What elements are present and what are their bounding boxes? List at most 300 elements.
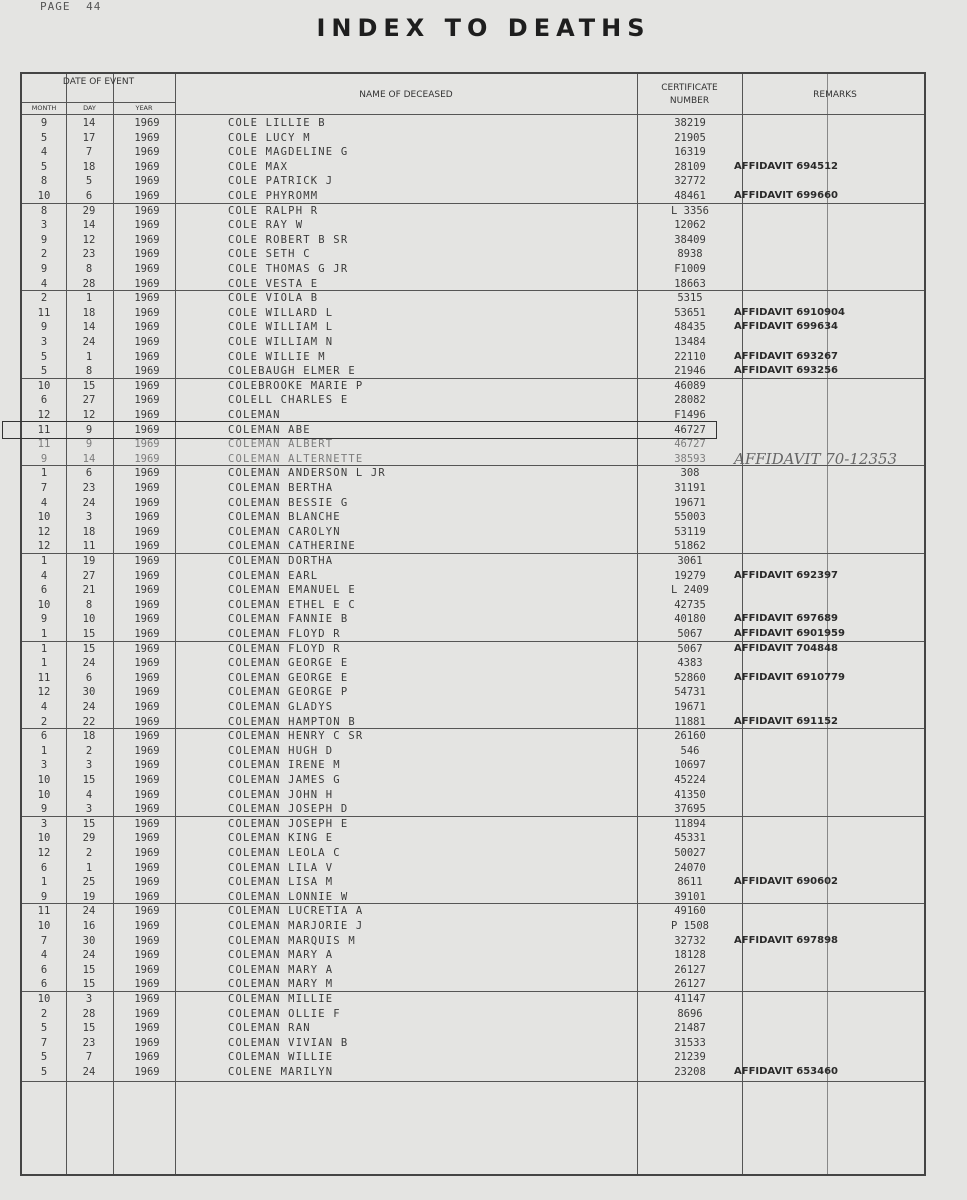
table-row [22, 277, 924, 292]
day-cell: 24 [82, 701, 96, 713]
certificate-cell: 32772 [674, 175, 706, 188]
certificate-cell: 40180 [674, 613, 706, 626]
name-cell: COLEMAN BERTHA [228, 482, 334, 494]
day-cell: 23 [82, 482, 96, 494]
name-cell: COLE THOMAS G JR [228, 263, 349, 275]
certificate-cell: 13484 [674, 336, 706, 348]
name-cell: COLEMAN LISA M [228, 876, 334, 889]
day-cell: 24 [82, 336, 96, 348]
day-cell: 21 [82, 584, 96, 597]
table-row [22, 335, 924, 350]
certificate-cell: 28109 [674, 160, 706, 173]
name-cell: COLEMAN LONNIE W [228, 890, 349, 903]
year-cell: 1969 [134, 365, 160, 378]
day-cell: 6 [85, 190, 93, 202]
year-cell: 1969 [134, 1066, 160, 1078]
year-cell: 1969 [134, 963, 160, 976]
month-cell: 1 [40, 876, 48, 889]
year-cell: 1969 [134, 496, 160, 509]
remarks-cell: AFFIDAVIT 693256 [734, 365, 838, 377]
certificate-cell: 19671 [674, 496, 706, 509]
month-cell: 7 [40, 482, 48, 494]
certificate-cell: 24070 [674, 861, 706, 874]
day-cell: 10 [82, 613, 96, 626]
day-cell: 18 [82, 160, 96, 173]
table-row [22, 1021, 924, 1036]
month-cell: 1 [40, 555, 48, 567]
name-cell: COLE ROBERT B SR [228, 233, 349, 246]
month-cell: 1 [40, 744, 48, 757]
certificate-cell: 5067 [677, 642, 703, 655]
name-cell: COLEMAN ALTERNETTE [228, 452, 364, 465]
year-cell: 1969 [134, 379, 160, 392]
month-cell: 7 [40, 934, 48, 947]
year-cell: 1969 [134, 584, 160, 597]
name-cell: COLE WILLIAM L [228, 321, 334, 334]
day-cell: 15 [82, 379, 96, 392]
name-cell: COLEMAN MILLIE [228, 993, 334, 1005]
year-cell: 1969 [134, 686, 160, 699]
table-row [22, 496, 924, 511]
certificate-cell: 19279 [674, 569, 706, 582]
month-cell: 6 [40, 978, 48, 991]
year-cell: 1969 [134, 774, 160, 786]
name-cell: COLE LILLIE B [228, 117, 326, 129]
month-cell: 11 [37, 306, 51, 319]
table-row [22, 510, 924, 525]
day-cell: 5 [85, 175, 93, 188]
name-cell: COLEMAN FANNIE B [228, 613, 349, 626]
name-cell: COLELL CHARLES E [228, 394, 349, 407]
certificate-cell: 48435 [674, 321, 706, 334]
day-cell: 24 [82, 905, 96, 918]
year-cell: 1969 [134, 876, 160, 889]
certificate-cell: 46727 [674, 423, 706, 436]
day-cell: 28 [82, 277, 96, 290]
year-cell: 1969 [134, 482, 160, 494]
year-cell: 1969 [134, 321, 160, 334]
month-cell: 11 [37, 905, 51, 918]
month-cell: 9 [40, 321, 48, 334]
page-header [40, 0, 109, 13]
year-cell: 1969 [134, 438, 160, 451]
month-cell: 9 [40, 452, 48, 465]
day-cell: 6 [85, 467, 93, 480]
year-cell: 1969 [134, 832, 160, 845]
month-cell: 9 [40, 890, 48, 903]
certificate-cell: 38593 [674, 452, 706, 465]
name-cell: COLEMAN ANDERSON L JR [228, 467, 386, 480]
year-cell: 1969 [134, 744, 160, 757]
table-row [22, 160, 924, 175]
table-row [22, 758, 924, 773]
day-cell: 24 [82, 1066, 96, 1078]
day-cell: 14 [82, 452, 96, 465]
remarks-cell: AFFIDAVIT 697689 [734, 613, 838, 625]
day-cell: 12 [82, 409, 96, 421]
certificate-cell: L 3356 [671, 204, 709, 217]
index-table [20, 72, 926, 1176]
year-cell: 1969 [134, 671, 160, 684]
name-cell: COLEMAN JOSEPH D [228, 803, 349, 816]
day-cell: 12 [82, 233, 96, 246]
name-header: NAME OF DECEASED [359, 90, 453, 100]
day-cell: 1 [85, 292, 93, 305]
day-cell: 24 [82, 496, 96, 509]
certificate-cell: 55003 [674, 511, 706, 524]
year-cell: 1969 [134, 1007, 160, 1020]
name-cell: COLEMAN WILLIE [228, 1051, 334, 1064]
table-row [22, 744, 924, 759]
certificate-cell: 4383 [677, 657, 703, 670]
certificate-cell: P 1508 [671, 920, 709, 932]
remarks-cell: AFFIDAVIT 692397 [734, 569, 838, 581]
year-cell: 1969 [134, 394, 160, 407]
month-cell: 12 [37, 409, 51, 421]
certificate-cell: 308 [680, 467, 700, 480]
day-cell: 6 [85, 671, 93, 684]
remarks-cell: AFFIDAVIT 653460 [734, 1066, 838, 1077]
certificate-cell: 11894 [674, 817, 706, 830]
day-cell: 18 [82, 730, 96, 743]
table-row [22, 189, 924, 204]
month-cell: 5 [40, 160, 48, 173]
table-row [22, 1065, 924, 1080]
month-cell: 10 [37, 993, 51, 1005]
table-row [22, 656, 924, 671]
name-cell: COLEMAN FLOYD R [228, 642, 341, 655]
year-cell: 1969 [134, 788, 160, 801]
table-row [22, 583, 924, 598]
table-row [22, 598, 924, 613]
day-cell: 14 [82, 219, 96, 232]
certificate-cell: 38219 [674, 117, 706, 129]
day-cell: 8 [85, 365, 93, 378]
name-cell: COLE RAY W [228, 219, 304, 232]
remarks-cell: AFFIDAVIT 6901959 [734, 628, 845, 639]
certificate-cell: 53119 [674, 525, 706, 538]
month-cell: 10 [37, 920, 51, 932]
year-cell: 1969 [134, 847, 160, 859]
name-cell: COLEMAN MARQUIS M [228, 934, 356, 947]
month-cell: 8 [40, 175, 48, 188]
table-row [22, 627, 924, 642]
year-cell: 1969 [134, 861, 160, 874]
year-cell: 1969 [134, 555, 160, 567]
name-cell: COLEBAUGH ELMER E [228, 365, 356, 378]
year-cell: 1969 [134, 934, 160, 947]
year-cell: 1969 [134, 642, 160, 655]
name-cell: COLE SETH C [228, 248, 311, 261]
name-cell: COLEMAN MARY A [228, 949, 334, 962]
month-cell: 4 [40, 569, 48, 582]
name-cell: COLE PHYROMM [228, 190, 319, 202]
year-cell: 1969 [134, 263, 160, 275]
month-cell: 12 [37, 525, 51, 538]
year-cell: 1969 [134, 613, 160, 626]
day-cell: 15 [82, 1022, 96, 1035]
name-cell: COLEMAN ALBERT [228, 438, 334, 451]
remarks-header: REMARKS [813, 90, 857, 100]
day-cell: 15 [82, 774, 96, 786]
day-cell: 24 [82, 949, 96, 962]
date-of-event-header: DATE OF EVENT [62, 77, 135, 87]
day-cell: 19 [82, 890, 96, 903]
month-cell: 1 [40, 628, 48, 640]
name-cell: COLEMAN ABE [228, 423, 311, 436]
name-cell: COLEMAN EARL [228, 569, 319, 582]
certificate-cell: 22110 [674, 350, 706, 363]
day-cell: 29 [82, 204, 96, 217]
certificate-cell: 53651 [674, 306, 706, 319]
year-cell: 1969 [134, 233, 160, 246]
table-row [22, 642, 924, 657]
year-cell: 1969 [134, 204, 160, 217]
table-row [22, 919, 924, 934]
name-cell: COLEMAN FLOYD R [228, 628, 341, 640]
month-cell: 3 [40, 817, 48, 830]
table-row [22, 700, 924, 715]
year-cell: 1969 [134, 452, 160, 465]
name-cell: COLE MAGDELINE G [228, 146, 349, 159]
certificate-cell: 3061 [677, 555, 703, 567]
table-row [22, 846, 924, 861]
name-cell: COLEMAN BESSIE G [228, 496, 349, 509]
table-row [22, 262, 924, 277]
day-cell: 3 [85, 803, 93, 816]
name-cell: COLEMAN HAMPTON B [228, 715, 356, 728]
year-cell: 1969 [134, 978, 160, 991]
name-cell: COLEMAN KING E [228, 832, 334, 845]
year-cell: 1969 [134, 350, 160, 363]
name-cell: COLEMAN GEORGE P [228, 686, 349, 699]
certificate-cell: 46727 [674, 438, 706, 451]
month-cell: 10 [37, 774, 51, 786]
name-cell: COLE WILLIAM N [228, 336, 334, 348]
day-cell: 15 [82, 963, 96, 976]
remarks-cell: AFFIDAVIT 699660 [734, 190, 838, 201]
day-cell: 1 [85, 350, 93, 363]
year-cell: 1969 [134, 248, 160, 261]
year-cell: 1969 [134, 890, 160, 903]
year-cell: 1969 [134, 1022, 160, 1035]
year-cell: 1969 [134, 803, 160, 816]
name-cell: COLEMAN LUCRETIA A [228, 905, 364, 918]
year-cell: 1969 [134, 117, 160, 129]
table-row [22, 802, 924, 817]
certificate-cell: 52860 [674, 671, 706, 684]
day-cell: 22 [82, 715, 96, 728]
table-row [22, 569, 924, 584]
year-cell: 1969 [134, 1036, 160, 1049]
year-cell: 1969 [134, 467, 160, 480]
month-cell: 6 [40, 861, 48, 874]
day-cell: 27 [82, 569, 96, 582]
year-cell: 1969 [134, 336, 160, 348]
day-cell: 30 [82, 686, 96, 699]
name-cell: COLEMAN IRENE M [228, 759, 341, 772]
table-row [22, 247, 924, 262]
month-cell: 12 [37, 540, 51, 553]
year-cell: 1969 [134, 511, 160, 524]
certificate-cell: 48461 [674, 190, 706, 202]
name-cell: COLEMAN GLADYS [228, 701, 334, 713]
day-cell: 4 [85, 788, 93, 801]
name-cell: COLEMAN OLLIE F [228, 1007, 341, 1020]
certificate-cell: 50027 [674, 847, 706, 859]
month-cell: 10 [37, 190, 51, 202]
name-cell: COLEMAN JOHN H [228, 788, 334, 801]
certificate-cell: 41147 [674, 993, 706, 1005]
name-cell: COLE VIOLA B [228, 292, 319, 305]
name-cell: COLEMAN VIVIAN B [228, 1036, 349, 1049]
month-cell: 6 [40, 963, 48, 976]
name-cell: COLEMAN GEORGE E [228, 657, 349, 670]
table-row [22, 233, 924, 248]
table-row [22, 116, 924, 131]
day-cell: 28 [82, 1007, 96, 1020]
table-row [22, 481, 924, 496]
day-cell: 19 [82, 555, 96, 567]
month-cell: 9 [40, 263, 48, 275]
year-cell: 1969 [134, 306, 160, 319]
remarks-cell: AFFIDAVIT 6910779 [734, 671, 845, 683]
day-cell: 29 [82, 832, 96, 845]
remarks-cell: AFFIDAVIT 691152 [734, 715, 838, 727]
day-cell: 25 [82, 876, 96, 889]
month-cell: 5 [40, 1066, 48, 1078]
name-cell: COLEMAN EMANUEL E [228, 584, 356, 597]
month-cell: 9 [40, 803, 48, 816]
table-row [22, 977, 924, 992]
certificate-cell: 38409 [674, 233, 706, 246]
table-row [22, 671, 924, 686]
name-cell: COLEMAN DORTHA [228, 555, 334, 567]
certificate-cell: 546 [680, 744, 700, 757]
table-row [22, 174, 924, 189]
certificate-cell: F1009 [674, 263, 706, 275]
year-cell: 1969 [134, 1051, 160, 1064]
table-row [22, 291, 924, 306]
certificate-cell: 26127 [674, 978, 706, 991]
month-cell: 5 [40, 131, 48, 144]
certificate-cell: 39101 [674, 890, 706, 903]
month-cell: 10 [37, 379, 51, 392]
certificate-cell: 10697 [674, 759, 706, 772]
name-cell: COLEMAN RAN [228, 1022, 311, 1035]
year-cell: 1969 [134, 949, 160, 962]
name-cell: COLE WILLIE M [228, 350, 326, 363]
table-row [22, 861, 924, 876]
certificate-cell: 16319 [674, 146, 706, 159]
month-cell: 11 [37, 423, 51, 436]
certificate-cell: 19671 [674, 701, 706, 713]
table-row [22, 131, 924, 146]
table-row [22, 364, 924, 379]
year-cell: 1969 [134, 423, 160, 436]
table-row [22, 963, 924, 978]
table-row [22, 1007, 924, 1022]
table-row [22, 612, 924, 627]
year-cell: 1969 [134, 525, 160, 538]
table-row [22, 817, 924, 832]
certificate-cell: 28082 [674, 394, 706, 407]
table-row [22, 773, 924, 788]
month-cell: 12 [37, 686, 51, 699]
day-cell: 18 [82, 306, 96, 319]
month-cell: 4 [40, 146, 48, 159]
table-row [22, 204, 924, 219]
certificate-cell: 26127 [674, 963, 706, 976]
name-cell: COLEMAN MARY M [228, 978, 334, 991]
day-cell: 27 [82, 394, 96, 407]
certificate-cell: 21905 [674, 131, 706, 144]
page-label: PAGE [40, 0, 71, 13]
table-row [22, 948, 924, 963]
certificate-cell: 42735 [674, 598, 706, 611]
day-cell: 3 [85, 993, 93, 1005]
table-row [22, 729, 924, 744]
table-row [22, 554, 924, 569]
name-cell: COLE WILLARD L [228, 306, 334, 319]
name-cell: COLE PATRICK J [228, 175, 334, 188]
certificate-cell: 45224 [674, 774, 706, 786]
month-cell: 5 [40, 350, 48, 363]
day-cell: 15 [82, 978, 96, 991]
day-cell: 24 [82, 657, 96, 670]
certificate-cell: 18663 [674, 277, 706, 290]
table-end-divider [22, 1081, 924, 1082]
name-cell: COLEMAN HUGH D [228, 744, 334, 757]
name-cell: COLEMAN CAROLYN [228, 525, 341, 538]
certificate-cell: 12062 [674, 219, 706, 232]
certificate-cell: 23208 [674, 1066, 706, 1078]
year-cell: 1969 [134, 657, 160, 670]
month-cell: 4 [40, 277, 48, 290]
certificate-cell: 18128 [674, 949, 706, 962]
month-cell: 12 [37, 847, 51, 859]
year-cell: 1969 [134, 540, 160, 553]
month-cell: 9 [40, 117, 48, 129]
table-row [22, 1050, 924, 1065]
table-row [22, 145, 924, 160]
month-cell: 5 [40, 365, 48, 378]
name-cell: COLEMAN LEOLA C [228, 847, 341, 859]
month-cell: 10 [37, 788, 51, 801]
page-number: 44 [86, 0, 102, 13]
day-cell: 8 [85, 598, 93, 611]
table-row [22, 890, 924, 905]
year-cell: 1969 [134, 277, 160, 290]
day-cell: 18 [82, 525, 96, 538]
day-cell: 16 [82, 920, 96, 932]
name-cell: COLEMAN [228, 409, 281, 421]
remarks-cell: AFFIDAVIT 697898 [734, 934, 838, 946]
certificate-cell: 21239 [674, 1051, 706, 1064]
year-cell: 1969 [134, 131, 160, 144]
month-cell: 8 [40, 204, 48, 217]
certificate-cell: 41350 [674, 788, 706, 801]
day-cell: 14 [82, 117, 96, 129]
certificate-header: CERTIFICATE NUMBER [661, 83, 718, 106]
month-cell: 11 [37, 671, 51, 684]
month-cell: 6 [40, 730, 48, 743]
name-cell: COLEMAN MARY A [228, 963, 334, 976]
month-cell: 10 [37, 511, 51, 524]
month-cell: 11 [37, 438, 51, 451]
name-cell: COLEMAN CATHERINE [228, 540, 356, 553]
certificate-cell: 26160 [674, 730, 706, 743]
